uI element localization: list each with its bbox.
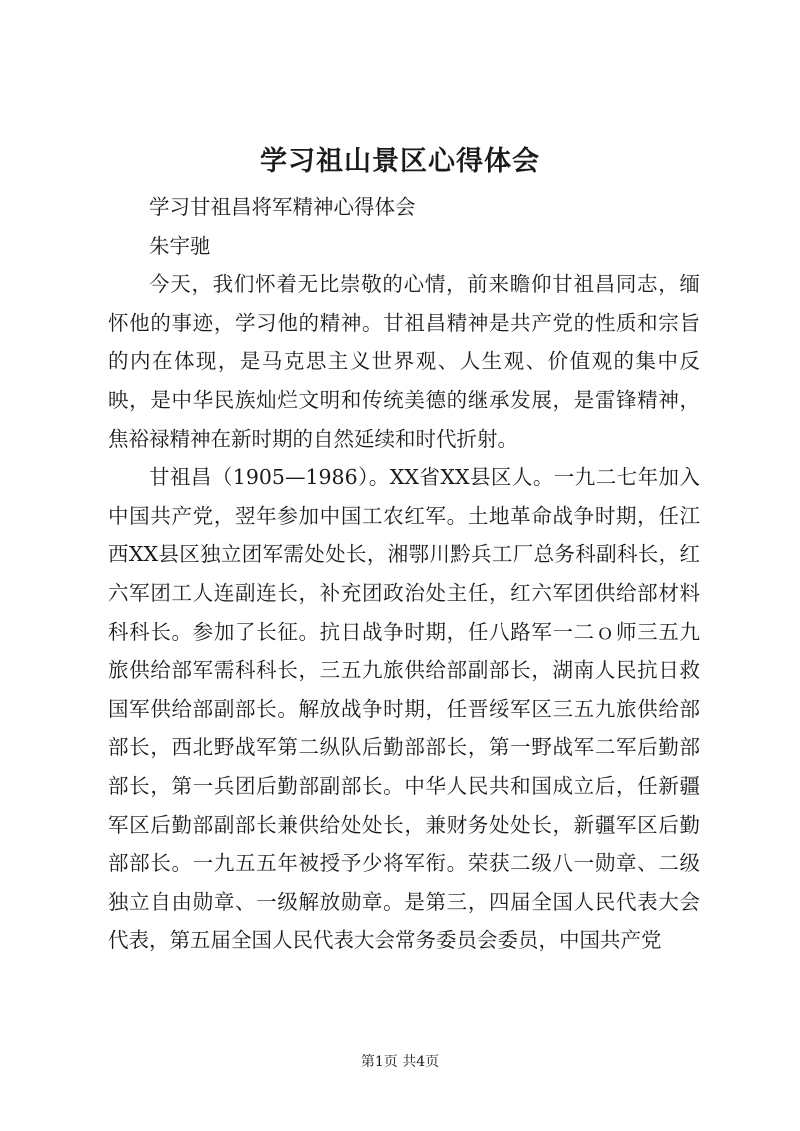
document-body (108, 188, 700, 960)
paragraph-intro: 今天，我们怀着无比崇敬的心情，前来瞻仰甘祖昌同志，缅怀他的事迹，学习他的精神。甘祖昌精神是共产党的性质和宗旨的内在体现，是马克思主义世界观、人生观、价值观的集中反映，是中华民族灿烂文明和传统美德的继承发展，是雷锋精神，焦裕禄精神在新时期的自然延续和时代折射。 (108, 272, 700, 451)
document-subtitle: 学习甘祖昌将军精神心得体会 (149, 195, 416, 219)
paragraph-biography: 甘祖昌（1905—1986）。XX省XX县区人。一九二七年加入中国共产党，翌年参加中国工农红军。土地革命战争时期，任江西XX县区独立团军需处处长，湘鄂川黔兵工厂总务科副科长，红六军团工人连副连长，补充团政治处主任，红六军团供给部材料科科长。参加了长征。抗日战争时期，任八路军一二ｏ师三五九旅供给部军需科科长，三五九旅供给部副部长，湖南人民抗日救国军供给部副部长。解放战争时期，任晋绥军区三五九旅供给部部长，西北野战军第二纵队后勤部部长，第一野战军二军后勤部部长，第一兵团后勤部副部长。中华人民共和国成立后，任新疆军区后勤部副部长兼供给处处长，兼财务处处长，新疆军区后勤部部长。一九五五年被授予少将军衔。荣获二级八一勋章、二级独立自由勋章、一级解放勋章。是第三，四届全国人民代表大会代表，第五届全国人民代表大会常务委员会委员，中国共产党 (108, 465, 700, 953)
page-footer: 第1页 共4页 (360, 1054, 440, 1070)
document-author: 朱宇驰 (149, 233, 211, 258)
page-title: 学习祖山景区心得体会 (260, 146, 540, 177)
